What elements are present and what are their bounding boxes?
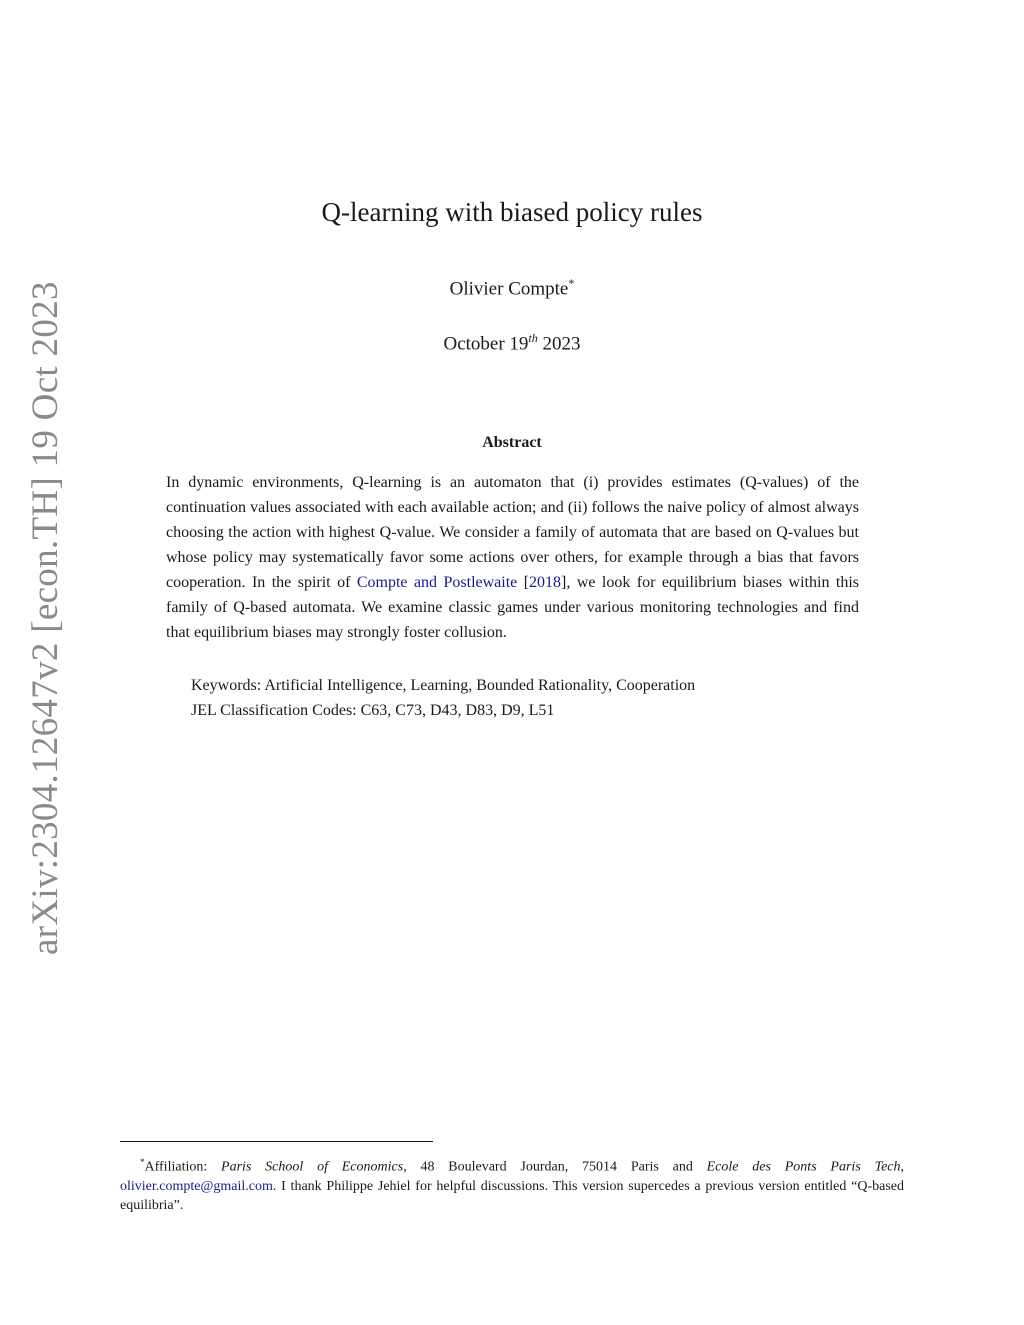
author-line bbox=[0, 270, 1024, 302]
keywords-line: Keywords: Artificial Intelligence, Learning, Bounded Rationality, Cooperation bbox=[191, 677, 696, 694]
footnote-email-link[interactable]: olivier.compte@gmail.com bbox=[120, 1178, 273, 1194]
footnote bbox=[120, 1153, 904, 1215]
citation-open-bracket: [ bbox=[523, 574, 530, 591]
footnote-text-rest: . I thank Philippe Jehiel for helpful discussions. This version supercedes a previous version entitled “Q-based equilibria”. bbox=[120, 1178, 904, 1213]
footnote-institution-2: Ecole des Ponts Paris Tech bbox=[706, 1159, 901, 1175]
footnote-address: , 48 Boulevard Jourdan, 75014 Paris and bbox=[403, 1159, 707, 1175]
date-month-day: October 19 bbox=[443, 333, 529, 355]
footnote-institution-1: Paris School of Economics bbox=[221, 1159, 404, 1175]
date-year: 2023 bbox=[542, 333, 581, 355]
footnote-paragraph bbox=[120, 1153, 904, 1215]
author-name: Olivier Compte bbox=[449, 278, 569, 300]
arxiv-identifier-stamp: arXiv:2304.12647v2 [econ.TH] 19 Oct 2023 bbox=[25, 281, 66, 955]
citation-close-bracket: ] bbox=[561, 574, 567, 591]
citation-year: 2018 bbox=[529, 574, 562, 591]
footnote-divider bbox=[120, 1141, 433, 1142]
abstract-text-after-citation: , we look for equilibrium biases within this family of Q-based automata. We examine classic games under various monitoring technologies and find that equilibrium biases may strongly foster collusion. bbox=[166, 574, 860, 641]
date-superscript: th bbox=[528, 331, 538, 345]
abstract-body bbox=[166, 470, 859, 645]
date-line bbox=[0, 325, 1024, 357]
footnote-comma: , bbox=[900, 1159, 904, 1175]
abstract-heading: Abstract bbox=[482, 434, 542, 451]
author-footnote-mark: * bbox=[568, 276, 575, 290]
citation-link[interactable] bbox=[357, 574, 567, 591]
footnote-mark: * bbox=[140, 1157, 145, 1167]
jel-codes-line: JEL Classification Codes: C63, C73, D43, D83, D9, L51 bbox=[191, 702, 555, 719]
footnote-affiliation-label: Affiliation: bbox=[144, 1159, 222, 1175]
citation-authors: Compte and Postlewaite bbox=[356, 574, 518, 591]
abstract-text-before-citation: In dynamic environments, Q-learning is an automaton that (i) provides estimates (Q-values) of the continuation values associated with each available action; and (ii) follows the naive policy of almost always choosing the action with highest Q-value. We consider a family of automata that are based on Q-values but whose policy may systematically favor some actions over others, for example through a bias that favors cooperation. In the spirit of bbox=[166, 474, 859, 591]
paper-title: Q-learning with biased policy rules bbox=[321, 197, 703, 227]
abstract-paragraph bbox=[166, 470, 859, 645]
